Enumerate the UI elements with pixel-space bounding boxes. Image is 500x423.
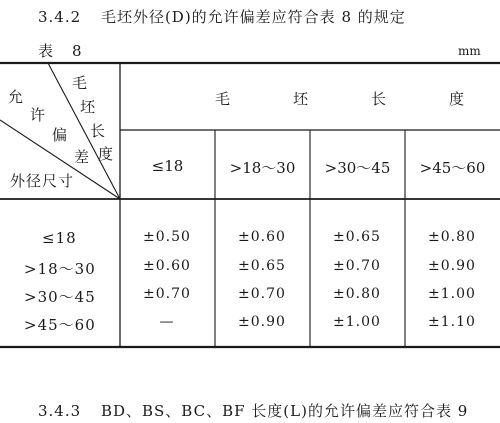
corner-bottom-label: 外径尺寸 — [10, 172, 75, 190]
corner-mid-char-4: 差 — [74, 148, 90, 166]
corner-mid-char-2: 许 — [30, 106, 46, 124]
cell-r3-c1: ±0.70 — [143, 286, 191, 302]
cell-r3-c2: ±0.70 — [238, 286, 286, 302]
cell-r1-c3: ±0.65 — [333, 229, 381, 245]
section-343-number: 3.4.3 — [38, 402, 82, 420]
corner-top-char-1: 毛 — [72, 74, 88, 92]
row-label-4: >45～60 — [24, 316, 96, 334]
cell-r2-c2: ±0.65 — [238, 258, 286, 274]
cell-r1-c4: ±0.80 — [428, 229, 476, 245]
col-header-1: ≤18 — [151, 157, 184, 175]
cell-r2-c3: ±0.70 — [333, 258, 381, 274]
col-header-4: >45～60 — [419, 159, 486, 177]
cell-r4-c4: ±1.10 — [428, 314, 476, 330]
table-label: 表 8 — [38, 42, 84, 60]
section-342-number: 3.4.2 — [38, 8, 82, 26]
cell-r2-c1: ±0.60 — [143, 258, 191, 274]
group-header: 毛 坯 长 度 — [215, 90, 489, 108]
cell-r2-c4: ±0.90 — [428, 258, 476, 274]
row-label-2: >18～30 — [24, 260, 96, 278]
section-343-title: BD、BS、BC、BF 长度(L)的允许偏差应符合表 9 — [100, 402, 469, 420]
corner-top-char-3: 长 — [90, 122, 106, 140]
unit-label: mm — [458, 44, 481, 58]
cell-r4-c3: ±1.00 — [333, 314, 381, 330]
cell-r1-c1: ±0.50 — [143, 229, 191, 245]
corner-top-char-4: 度 — [98, 145, 114, 163]
row-label-1: ≤18 — [42, 229, 77, 247]
cell-r3-c4: ±1.00 — [428, 286, 476, 302]
cell-r4-c2: ±0.90 — [238, 314, 286, 330]
section-343-heading — [38, 400, 468, 421]
corner-mid-char-3: 偏 — [52, 126, 68, 144]
corner-mid-char-1: 允 — [8, 88, 24, 106]
col-header-3: >30～45 — [324, 159, 391, 177]
row-label-3: >30～45 — [24, 288, 96, 306]
col-header-2: >18～30 — [229, 159, 296, 177]
corner-top-char-2: 坯 — [80, 98, 96, 116]
cell-r1-c2: ±0.60 — [238, 229, 286, 245]
cell-r4-c1: — — [159, 314, 175, 330]
section-342-title: 毛坯外径(D)的允许偏差应符合表 8 的规定 — [100, 8, 406, 26]
cell-r3-c3: ±0.80 — [333, 286, 381, 302]
